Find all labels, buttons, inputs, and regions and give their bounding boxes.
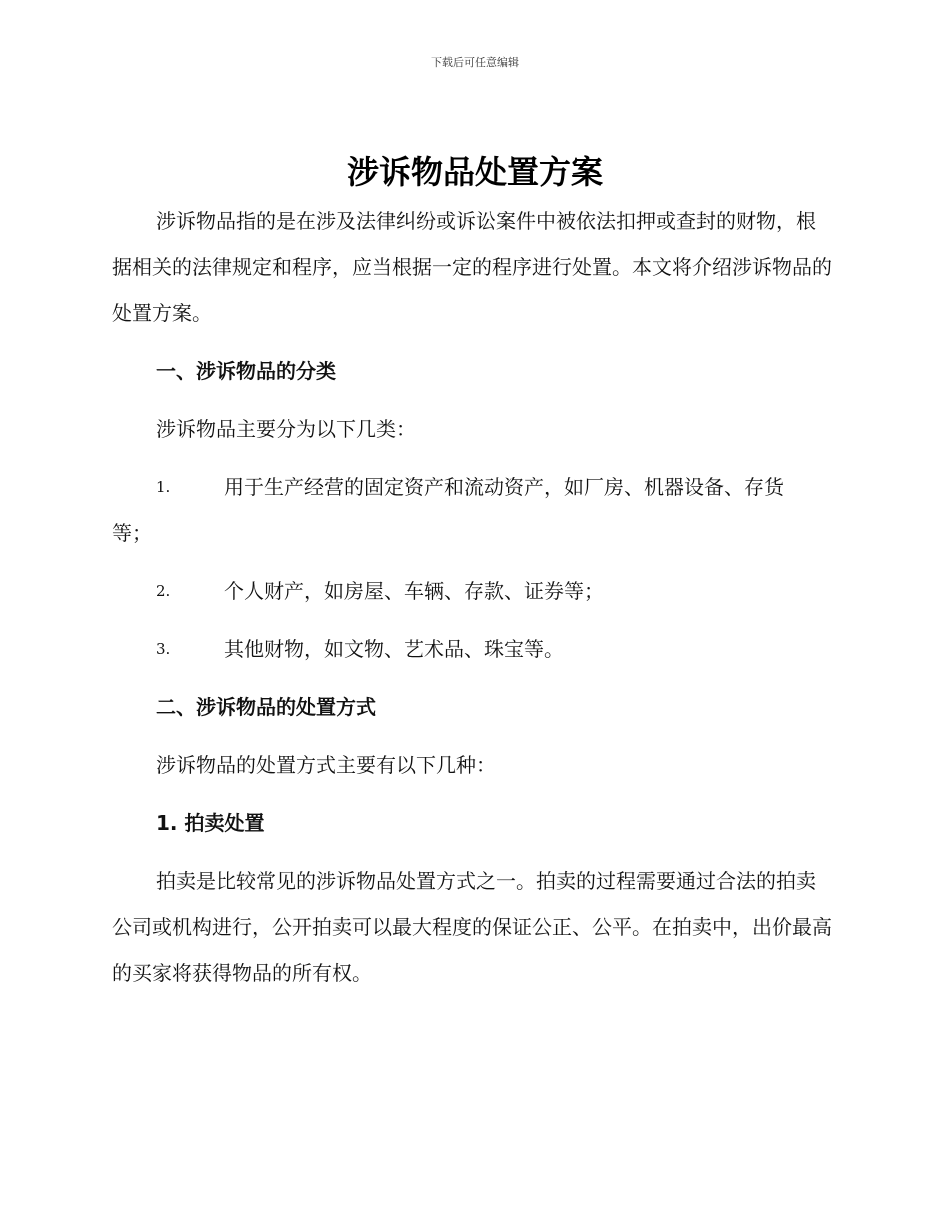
auction-paragraph: 拍卖是比较常见的涉诉物品处置方式之一。拍卖的过程需要通过合法的拍卖公司或机构进行，公开拍卖可以最大程度的保证公正、公平。在拍卖中，出价最高的买家将获得物品的所有权。 (112, 869, 832, 985)
list-text: 个人财产，如房屋、车辆、存款、证券等； (224, 579, 604, 603)
header-note: 下载后可任意编辑 (431, 56, 519, 69)
classification-lead: 涉诉物品主要分为以下几类： (156, 417, 416, 441)
list-number: 3. (156, 640, 171, 658)
list-text: 用于生产经营的固定资产和流动资产，如厂房、机器设备、存货 (224, 475, 784, 499)
intro-paragraph: 涉诉物品指的是在涉及法律纠纷或诉讼案件中被依法扣押或查封的财物，根据相关的法律规定和程序，应当根据一定的程序进行处置。本文将介绍涉诉物品的处置方案。 (112, 209, 832, 325)
subheading-auction: 1. 拍卖处置 (156, 811, 265, 835)
list-item (112, 464, 832, 556)
document-title: 涉诉物品处置方案 (346, 153, 603, 191)
section-heading-disposal: 二、涉诉物品的处置方式 (156, 695, 376, 719)
document-body (112, 198, 832, 996)
disposal-lead: 涉诉物品的处置方式主要有以下几种： (156, 753, 496, 777)
list-item (112, 626, 832, 672)
list-text-continued: 等； (112, 521, 152, 545)
list-number: 2. (156, 582, 171, 600)
list-number: 1. (156, 478, 171, 496)
section-heading-classification: 一、涉诉物品的分类 (156, 359, 336, 383)
list-item (112, 568, 832, 614)
list-text: 其他财物，如文物、艺术品、珠宝等。 (224, 637, 564, 661)
